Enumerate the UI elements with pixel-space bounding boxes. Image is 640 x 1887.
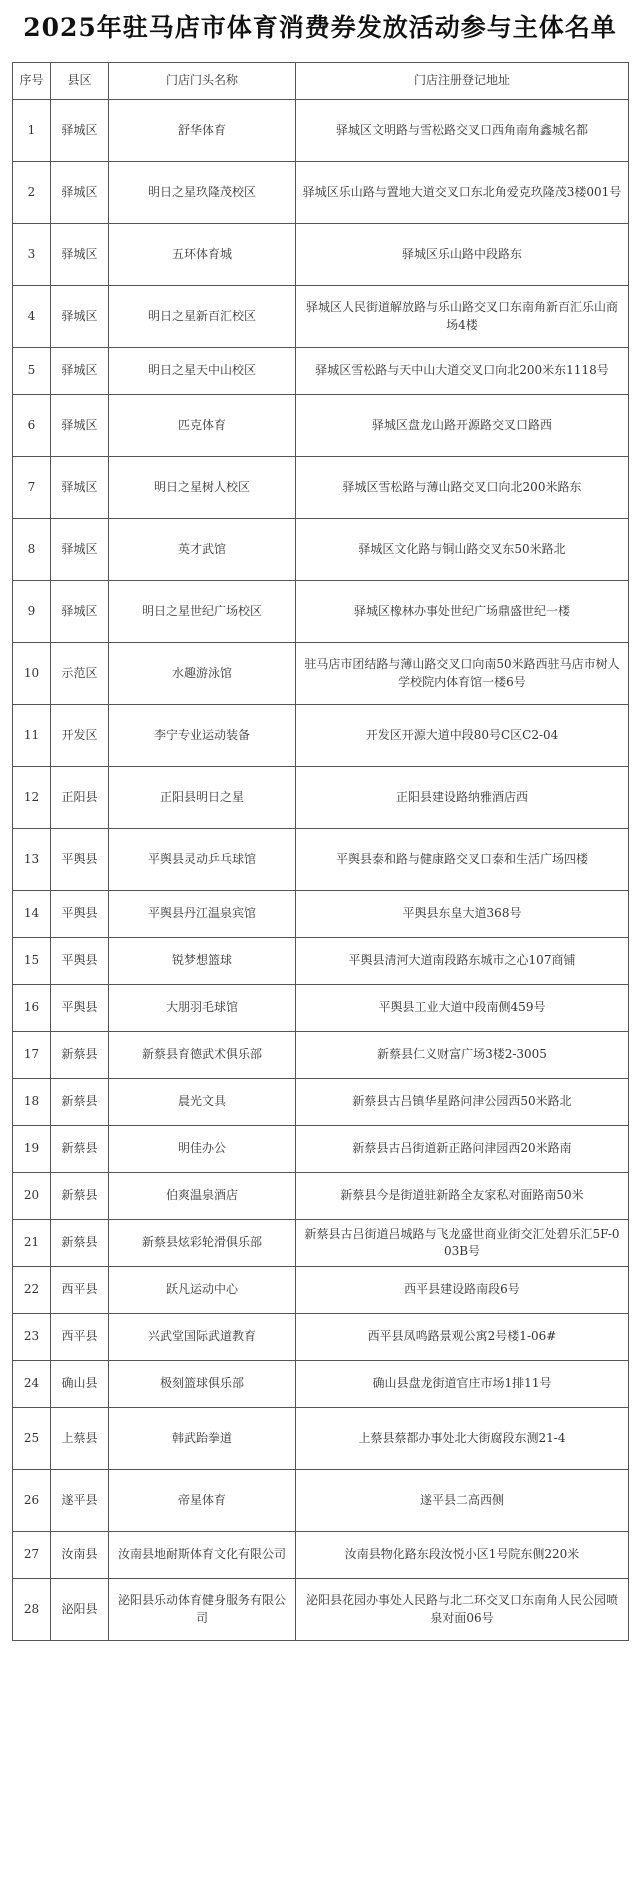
table-row: [13, 938, 629, 985]
row-address: 新蔡县古吕镇华星路问津公园西50米路北: [296, 1079, 629, 1126]
row-district: 新蔡县: [51, 1079, 109, 1126]
row-district: 泌阳县: [51, 1579, 109, 1641]
table-row: [13, 286, 629, 348]
row-address: 确山县盘龙街道官庄市场1排11号: [296, 1361, 629, 1408]
row-address: 新蔡县古吕街道吕城路与飞龙盛世商业街交汇处碧乐汇5F-003B号: [296, 1220, 629, 1267]
row-index: 21: [13, 1220, 51, 1267]
row-index: 28: [13, 1579, 51, 1641]
header-store-name: 门店门头名称: [109, 63, 296, 100]
table-row: [13, 1032, 629, 1079]
row-store-name: 锐梦想篮球: [109, 938, 296, 985]
row-store-name: 匹克体育: [109, 395, 296, 457]
row-address: 驿城区文明路与雪松路交叉口西角南角鑫城名都: [296, 100, 629, 162]
row-address: 正阳县建设路纳雅酒店西: [296, 767, 629, 829]
row-index: 23: [13, 1314, 51, 1361]
table-row: [13, 891, 629, 938]
table-row: [13, 1408, 629, 1470]
row-store-name: 泌阳县乐动体育健身服务有限公司: [109, 1579, 296, 1641]
row-address: 新蔡县仁义财富广场3楼2-3005: [296, 1032, 629, 1079]
row-address: 驿城区盘龙山路开源路交叉口路西: [296, 395, 629, 457]
table-row: [13, 1361, 629, 1408]
table-row: [13, 1220, 629, 1267]
row-index: 16: [13, 985, 51, 1032]
page-title: 2025年驻马店市体育消费券发放活动参与主体名单: [23, 13, 617, 42]
table-row: [13, 1173, 629, 1220]
row-address: 驻马店市团结路与薄山路交叉口向南50米路西驻马店市树人学校院内体育馆一楼6号: [296, 643, 629, 705]
row-district: 平舆县: [51, 985, 109, 1032]
row-index: 10: [13, 643, 51, 705]
row-district: 驿城区: [51, 100, 109, 162]
row-store-name: 汝南县地耐斯体育文化有限公司: [109, 1532, 296, 1579]
row-district: 驿城区: [51, 348, 109, 395]
row-store-name: 明日之星天中山校区: [109, 348, 296, 395]
row-store-name: 兴武堂国际武道教育: [109, 1314, 296, 1361]
row-address: 平舆县东皇大道368号: [296, 891, 629, 938]
row-index: 6: [13, 395, 51, 457]
row-store-name: 正阳县明日之星: [109, 767, 296, 829]
header-index: 序号: [13, 63, 51, 100]
row-index: 14: [13, 891, 51, 938]
row-index: 8: [13, 519, 51, 581]
row-district: 上蔡县: [51, 1408, 109, 1470]
row-district: 示范区: [51, 643, 109, 705]
row-index: 1: [13, 100, 51, 162]
row-address: 西平县建设路南段6号: [296, 1267, 629, 1314]
row-address: 平舆县工业大道中段南侧459号: [296, 985, 629, 1032]
table-row: [13, 1267, 629, 1314]
row-index: 3: [13, 224, 51, 286]
row-district: 驿城区: [51, 581, 109, 643]
row-store-name: 极刻篮球俱乐部: [109, 1361, 296, 1408]
row-address: 汝南县物化路东段汝悦小区1号院东侧220米: [296, 1532, 629, 1579]
row-address: 上蔡县蔡都办事处北大街腐段东测21-4: [296, 1408, 629, 1470]
row-index: 7: [13, 457, 51, 519]
row-district: 驿城区: [51, 519, 109, 581]
row-address: 新蔡县古吕街道新正路问津园西20米路南: [296, 1126, 629, 1173]
row-index: 20: [13, 1173, 51, 1220]
row-index: 22: [13, 1267, 51, 1314]
row-address: 驿城区雪松路与天中山大道交叉口向北200米东1118号: [296, 348, 629, 395]
table-row: [13, 100, 629, 162]
row-address: 遂平县二高西侧: [296, 1470, 629, 1532]
row-address: 驿城区人民街道解放路与乐山路交叉口东南角新百汇乐山商场4楼: [296, 286, 629, 348]
row-store-name: 大朋羽毛球馆: [109, 985, 296, 1032]
table-row: [13, 705, 629, 767]
row-store-name: 五环体育城: [109, 224, 296, 286]
row-address: 驿城区文化路与铜山路交叉东50米路北: [296, 519, 629, 581]
row-address: 西平县凤鸣路景观公寓2号楼1-06#: [296, 1314, 629, 1361]
row-index: 5: [13, 348, 51, 395]
row-store-name: 跃凡运动中心: [109, 1267, 296, 1314]
row-district: 新蔡县: [51, 1126, 109, 1173]
table-row: [13, 1532, 629, 1579]
row-store-name: 新蔡县炫彩轮滑俱乐部: [109, 1220, 296, 1267]
row-store-name: 平舆县灵动乒乓球馆: [109, 829, 296, 891]
row-district: 平舆县: [51, 829, 109, 891]
row-index: 26: [13, 1470, 51, 1532]
table-row: [13, 457, 629, 519]
table-row: [13, 581, 629, 643]
header-district: 县区: [51, 63, 109, 100]
row-index: 27: [13, 1532, 51, 1579]
table-row: [13, 643, 629, 705]
row-index: 24: [13, 1361, 51, 1408]
row-district: 驿城区: [51, 395, 109, 457]
row-index: 15: [13, 938, 51, 985]
row-index: 19: [13, 1126, 51, 1173]
table-row: [13, 767, 629, 829]
row-district: 汝南县: [51, 1532, 109, 1579]
header-address: 门店注册登记地址: [296, 63, 629, 100]
row-district: 确山县: [51, 1361, 109, 1408]
row-store-name: 明日之星新百汇校区: [109, 286, 296, 348]
row-index: 25: [13, 1408, 51, 1470]
row-district: 遂平县: [51, 1470, 109, 1532]
row-address: 驿城区乐山路中段路东: [296, 224, 629, 286]
row-index: 17: [13, 1032, 51, 1079]
participant-table: [12, 62, 629, 1641]
row-address: 驿城区雪松路与薄山路交叉口向北200米路东: [296, 457, 629, 519]
table-row: [13, 162, 629, 224]
row-index: 13: [13, 829, 51, 891]
row-district: 新蔡县: [51, 1173, 109, 1220]
row-store-name: 英才武馆: [109, 519, 296, 581]
row-district: 驿城区: [51, 224, 109, 286]
row-store-name: 平舆县丹江温泉宾馆: [109, 891, 296, 938]
row-index: 11: [13, 705, 51, 767]
row-address: 平舆县清河大道南段路东城市之心107商铺: [296, 938, 629, 985]
row-address: 驿城区橡林办事处世纪广场鼎盛世纪一楼: [296, 581, 629, 643]
row-index: 18: [13, 1079, 51, 1126]
row-address: 泌阳县花园办事处人民路与北二环交叉口东南角人民公园喷泉对面06号: [296, 1579, 629, 1641]
row-address: 新蔡县今是街道驻新路全友家私对面路南50米: [296, 1173, 629, 1220]
row-district: 平舆县: [51, 891, 109, 938]
row-store-name: 明佳办公: [109, 1126, 296, 1173]
table-row: [13, 348, 629, 395]
row-store-name: 新蔡县育德武术俱乐部: [109, 1032, 296, 1079]
table-row: [13, 1314, 629, 1361]
table-row: [13, 395, 629, 457]
row-index: 9: [13, 581, 51, 643]
table-header-row: [13, 63, 629, 100]
row-index: 12: [13, 767, 51, 829]
table-row: [13, 829, 629, 891]
row-index: 2: [13, 162, 51, 224]
row-store-name: 晨光文具: [109, 1079, 296, 1126]
row-index: 4: [13, 286, 51, 348]
row-district: 新蔡县: [51, 1220, 109, 1267]
row-store-name: 舒华体育: [109, 100, 296, 162]
row-district: 平舆县: [51, 938, 109, 985]
row-store-name: 伯爽温泉酒店: [109, 1173, 296, 1220]
row-district: 开发区: [51, 705, 109, 767]
row-district: 驿城区: [51, 162, 109, 224]
table-row: [13, 1079, 629, 1126]
table-row: [13, 985, 629, 1032]
table-row: [13, 224, 629, 286]
row-address: 驿城区乐山路与置地大道交叉口东北角爱克玖隆茂3楼001号: [296, 162, 629, 224]
row-store-name: 李宁专业运动装备: [109, 705, 296, 767]
row-district: 驿城区: [51, 457, 109, 519]
row-store-name: 水趣游泳馆: [109, 643, 296, 705]
table-row: [13, 519, 629, 581]
row-store-name: 明日之星玖隆茂校区: [109, 162, 296, 224]
row-store-name: 明日之星世纪广场校区: [109, 581, 296, 643]
table-body: [13, 100, 629, 1641]
table-row: [13, 1470, 629, 1532]
row-district: 正阳县: [51, 767, 109, 829]
row-store-name: 明日之星树人校区: [109, 457, 296, 519]
row-address: 平舆县泰和路与健康路交叉口泰和生活广场四楼: [296, 829, 629, 891]
row-district: 西平县: [51, 1267, 109, 1314]
table-row: [13, 1579, 629, 1641]
row-address: 开发区开源大道中段80号C区C2-04: [296, 705, 629, 767]
row-district: 西平县: [51, 1314, 109, 1361]
table-row: [13, 1126, 629, 1173]
row-store-name: 韩武跆拳道: [109, 1408, 296, 1470]
row-district: 新蔡县: [51, 1032, 109, 1079]
row-store-name: 帝星体育: [109, 1470, 296, 1532]
row-district: 驿城区: [51, 286, 109, 348]
